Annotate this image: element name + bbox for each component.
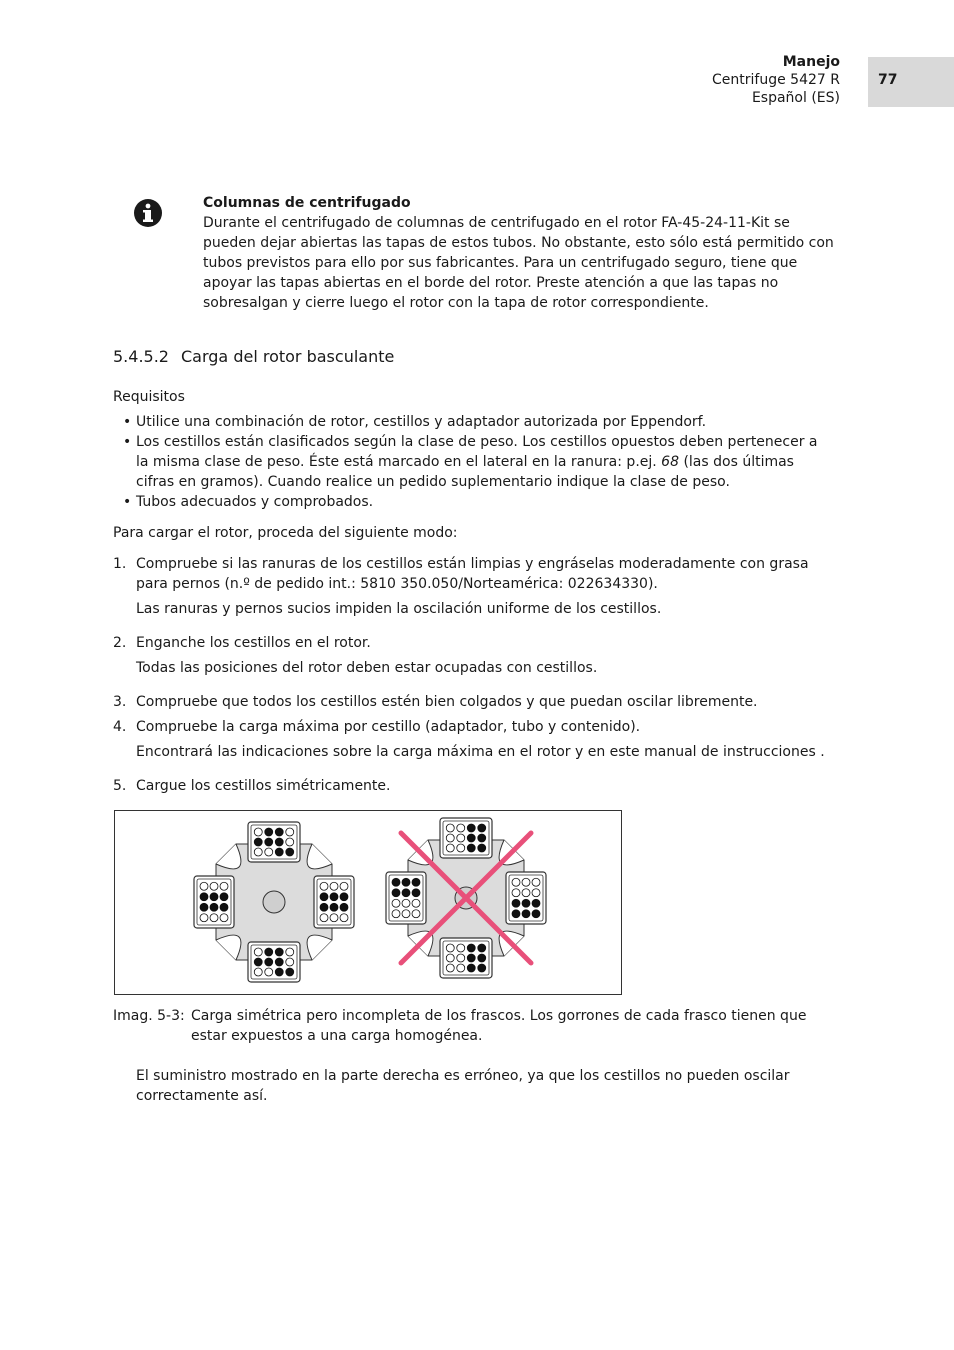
left-arm-gap	[307, 844, 332, 869]
left-tube-slot	[330, 914, 338, 922]
right-tube-slot	[512, 899, 520, 907]
right-tube-slot	[392, 910, 400, 918]
right-tube-slot	[478, 844, 486, 852]
left-tube-slot	[254, 958, 262, 966]
right-tube-slot	[478, 964, 486, 972]
step-5: 5. Cargue los cestillos simétricamente.	[113, 778, 391, 794]
header-section: Manejo	[782, 54, 840, 70]
left-tube-slot	[220, 893, 228, 901]
left-arm-gap	[216, 935, 241, 960]
right-tube-slot	[457, 844, 465, 852]
note-title: Columnas de centrifugado	[203, 195, 411, 211]
left-tube-slot	[254, 838, 262, 846]
left-tube-slot	[330, 882, 338, 890]
info-icon	[133, 198, 163, 228]
left-tube-slot	[220, 914, 228, 922]
right-tube-slot	[522, 889, 530, 897]
right-tube-slot	[457, 834, 465, 842]
caption-text: Carga simétrica pero incompleta de los frascos. Los gorrones de cada frasco tienen que estar expuestos a una carga homogénea.	[191, 1008, 807, 1044]
left-arm-gap	[307, 935, 332, 960]
left-tube-slot	[275, 948, 283, 956]
right-tube-slot	[467, 954, 475, 962]
left-tube-slot	[275, 848, 283, 856]
left-tube-slot	[340, 903, 348, 911]
section-number: 5.4.5.2	[113, 347, 169, 366]
right-tube-slot	[446, 964, 454, 972]
right-tube-slot	[392, 899, 400, 907]
left-tube-slot	[254, 828, 262, 836]
left-tube-slot	[275, 968, 283, 976]
left-tube-slot	[254, 968, 262, 976]
left-tube-slot	[254, 848, 262, 856]
left-tube-slot	[275, 838, 283, 846]
right-tube-slot	[532, 878, 540, 886]
closing-note: El suministro mostrado en la parte derecha es erróneo, ya que los cestillos no pueden oscilar correctamente así.	[136, 1068, 790, 1104]
right-tube-slot	[478, 954, 486, 962]
left-tube-slot	[330, 903, 338, 911]
right-tube-slot	[457, 824, 465, 832]
left-tube-slot	[265, 968, 273, 976]
note-body: Durante el centrifugado de columnas de centrifugado en el rotor FA-45-24-11-Kit se pueden dejar abiertas las tapas de estos tubos. No obstante, esto sólo está permitido con tubos previstos para ello por sus fabricantes. Para un centrifugado seguro, tiene que apoyar las tapas abiertas en el borde del rotor. Preste atención a que las tapas no sobresalgan y cierre luego el rotor con la tapa de rotor correspondiente.	[203, 215, 834, 311]
right-tube-slot	[446, 954, 454, 962]
left-tube-slot	[286, 828, 294, 836]
step-2: 2. Enganche los cestillos en el rotor. Todas las posiciones del rotor deben estar ocupadas con cestillos.	[113, 635, 598, 676]
right-tube-slot	[467, 944, 475, 952]
left-tube-slot	[220, 903, 228, 911]
right-tube-slot	[446, 844, 454, 852]
list-item: • Tubos adecuados y comprobados.	[123, 494, 374, 510]
left-tube-slot	[320, 903, 328, 911]
header-product: Centrifuge 5427 R	[712, 72, 840, 88]
left-tube-slot	[286, 948, 294, 956]
left-tube-slot	[275, 828, 283, 836]
figure-caption	[113, 1006, 833, 1046]
step-4: 4. Compruebe la carga máxima por cestillo (adaptador, tubo y contenido). Encontrará las indicaciones sobre la carga máxima en el rotor y en este manual de instrucciones .	[113, 719, 825, 760]
list-item: • Los cestillos están clasificados según la clase de peso. Los cestillos opuestos deben pertenecer a la misma clase de peso. Éste está marcado en el lateral en la ranura: p.ej. 68 (las dos últimas cifras en gramos). Cuando realice un pedido suplementario indique la clase de peso.	[123, 434, 818, 490]
left-tube-slot	[210, 914, 218, 922]
left-tube-slot	[320, 914, 328, 922]
right-tube-slot	[402, 889, 410, 897]
rotor-diagram	[115, 811, 621, 994]
right-tube-slot	[412, 889, 420, 897]
left-tube-slot	[220, 882, 228, 890]
running-header	[712, 53, 840, 107]
right-tube-slot	[478, 944, 486, 952]
right-tube-slot	[467, 834, 475, 842]
intro-text: Para cargar el rotor, proceda del siguiente modo:	[113, 525, 458, 541]
left-tube-slot	[340, 893, 348, 901]
right-tube-slot	[512, 889, 520, 897]
requirements-label: Requisitos	[113, 389, 185, 405]
left-tube-slot	[286, 958, 294, 966]
header-language: Español (ES)	[751, 90, 840, 106]
left-tube-slot	[200, 903, 208, 911]
right-tube-slot	[402, 899, 410, 907]
right-tube-slot	[402, 878, 410, 886]
left-tube-slot	[265, 848, 273, 856]
right-tube-slot	[446, 834, 454, 842]
right-tube-slot	[457, 964, 465, 972]
right-tube-slot	[522, 878, 530, 886]
requirements-list	[113, 412, 833, 512]
left-tube-slot	[340, 914, 348, 922]
right-tube-slot	[446, 944, 454, 952]
rotor-loading-figure	[114, 810, 622, 995]
left-tube-slot	[200, 914, 208, 922]
left-tube-slot	[210, 903, 218, 911]
left-tube-slot	[340, 882, 348, 890]
left-arm-gap	[216, 844, 241, 869]
left-tube-slot	[200, 893, 208, 901]
page-number: 77	[868, 57, 954, 107]
left-rotor-hub	[263, 891, 285, 913]
list-item: • Utilice una combinación de rotor, cestillos y adaptador autorizada por Eppendorf.	[123, 414, 707, 430]
step-3: 3. Compruebe que todos los cestillos estén bien colgados y que puedan oscilar libremente.	[113, 694, 758, 710]
left-tube-slot	[265, 958, 273, 966]
right-tube-slot	[532, 889, 540, 897]
left-tube-slot	[286, 838, 294, 846]
right-tube-slot	[457, 944, 465, 952]
right-tube-slot	[402, 910, 410, 918]
note-block	[203, 193, 843, 313]
right-tube-slot	[446, 824, 454, 832]
left-tube-slot	[286, 968, 294, 976]
right-tube-slot	[467, 964, 475, 972]
left-tube-slot	[210, 882, 218, 890]
left-tube-slot	[320, 893, 328, 901]
right-tube-slot	[512, 878, 520, 886]
left-tube-slot	[275, 958, 283, 966]
left-tube-slot	[200, 882, 208, 890]
right-tube-slot	[392, 878, 400, 886]
left-tube-slot	[320, 882, 328, 890]
right-tube-slot	[412, 878, 420, 886]
right-tube-slot	[478, 834, 486, 842]
right-tube-slot	[522, 899, 530, 907]
left-tube-slot	[330, 893, 338, 901]
right-tube-slot	[532, 899, 540, 907]
right-tube-slot	[392, 889, 400, 897]
right-tube-slot	[478, 824, 486, 832]
left-tube-slot	[210, 893, 218, 901]
right-tube-slot	[412, 910, 420, 918]
right-tube-slot	[457, 954, 465, 962]
right-tube-slot	[467, 824, 475, 832]
right-tube-slot	[532, 910, 540, 918]
caption-label: Imag. 5-3:	[113, 1008, 185, 1024]
step-1: 1. Compruebe si las ranuras de los cestillos están limpias y engráselas moderadamente con grasa para pernos (n.º de pedido int.: 5810 350.050/Norteamérica: 022634330). Las ranuras y pernos sucios impiden la oscilación uniforme de los cestillos.	[113, 556, 809, 617]
right-tube-slot	[467, 844, 475, 852]
left-tube-slot	[254, 948, 262, 956]
section-heading	[113, 347, 394, 366]
right-tube-slot	[512, 910, 520, 918]
left-tube-slot	[265, 838, 273, 846]
left-tube-slot	[265, 948, 273, 956]
left-tube-slot	[286, 848, 294, 856]
right-tube-slot	[412, 899, 420, 907]
left-tube-slot	[265, 828, 273, 836]
right-tube-slot	[522, 910, 530, 918]
section-title: Carga del rotor basculante	[181, 347, 395, 366]
